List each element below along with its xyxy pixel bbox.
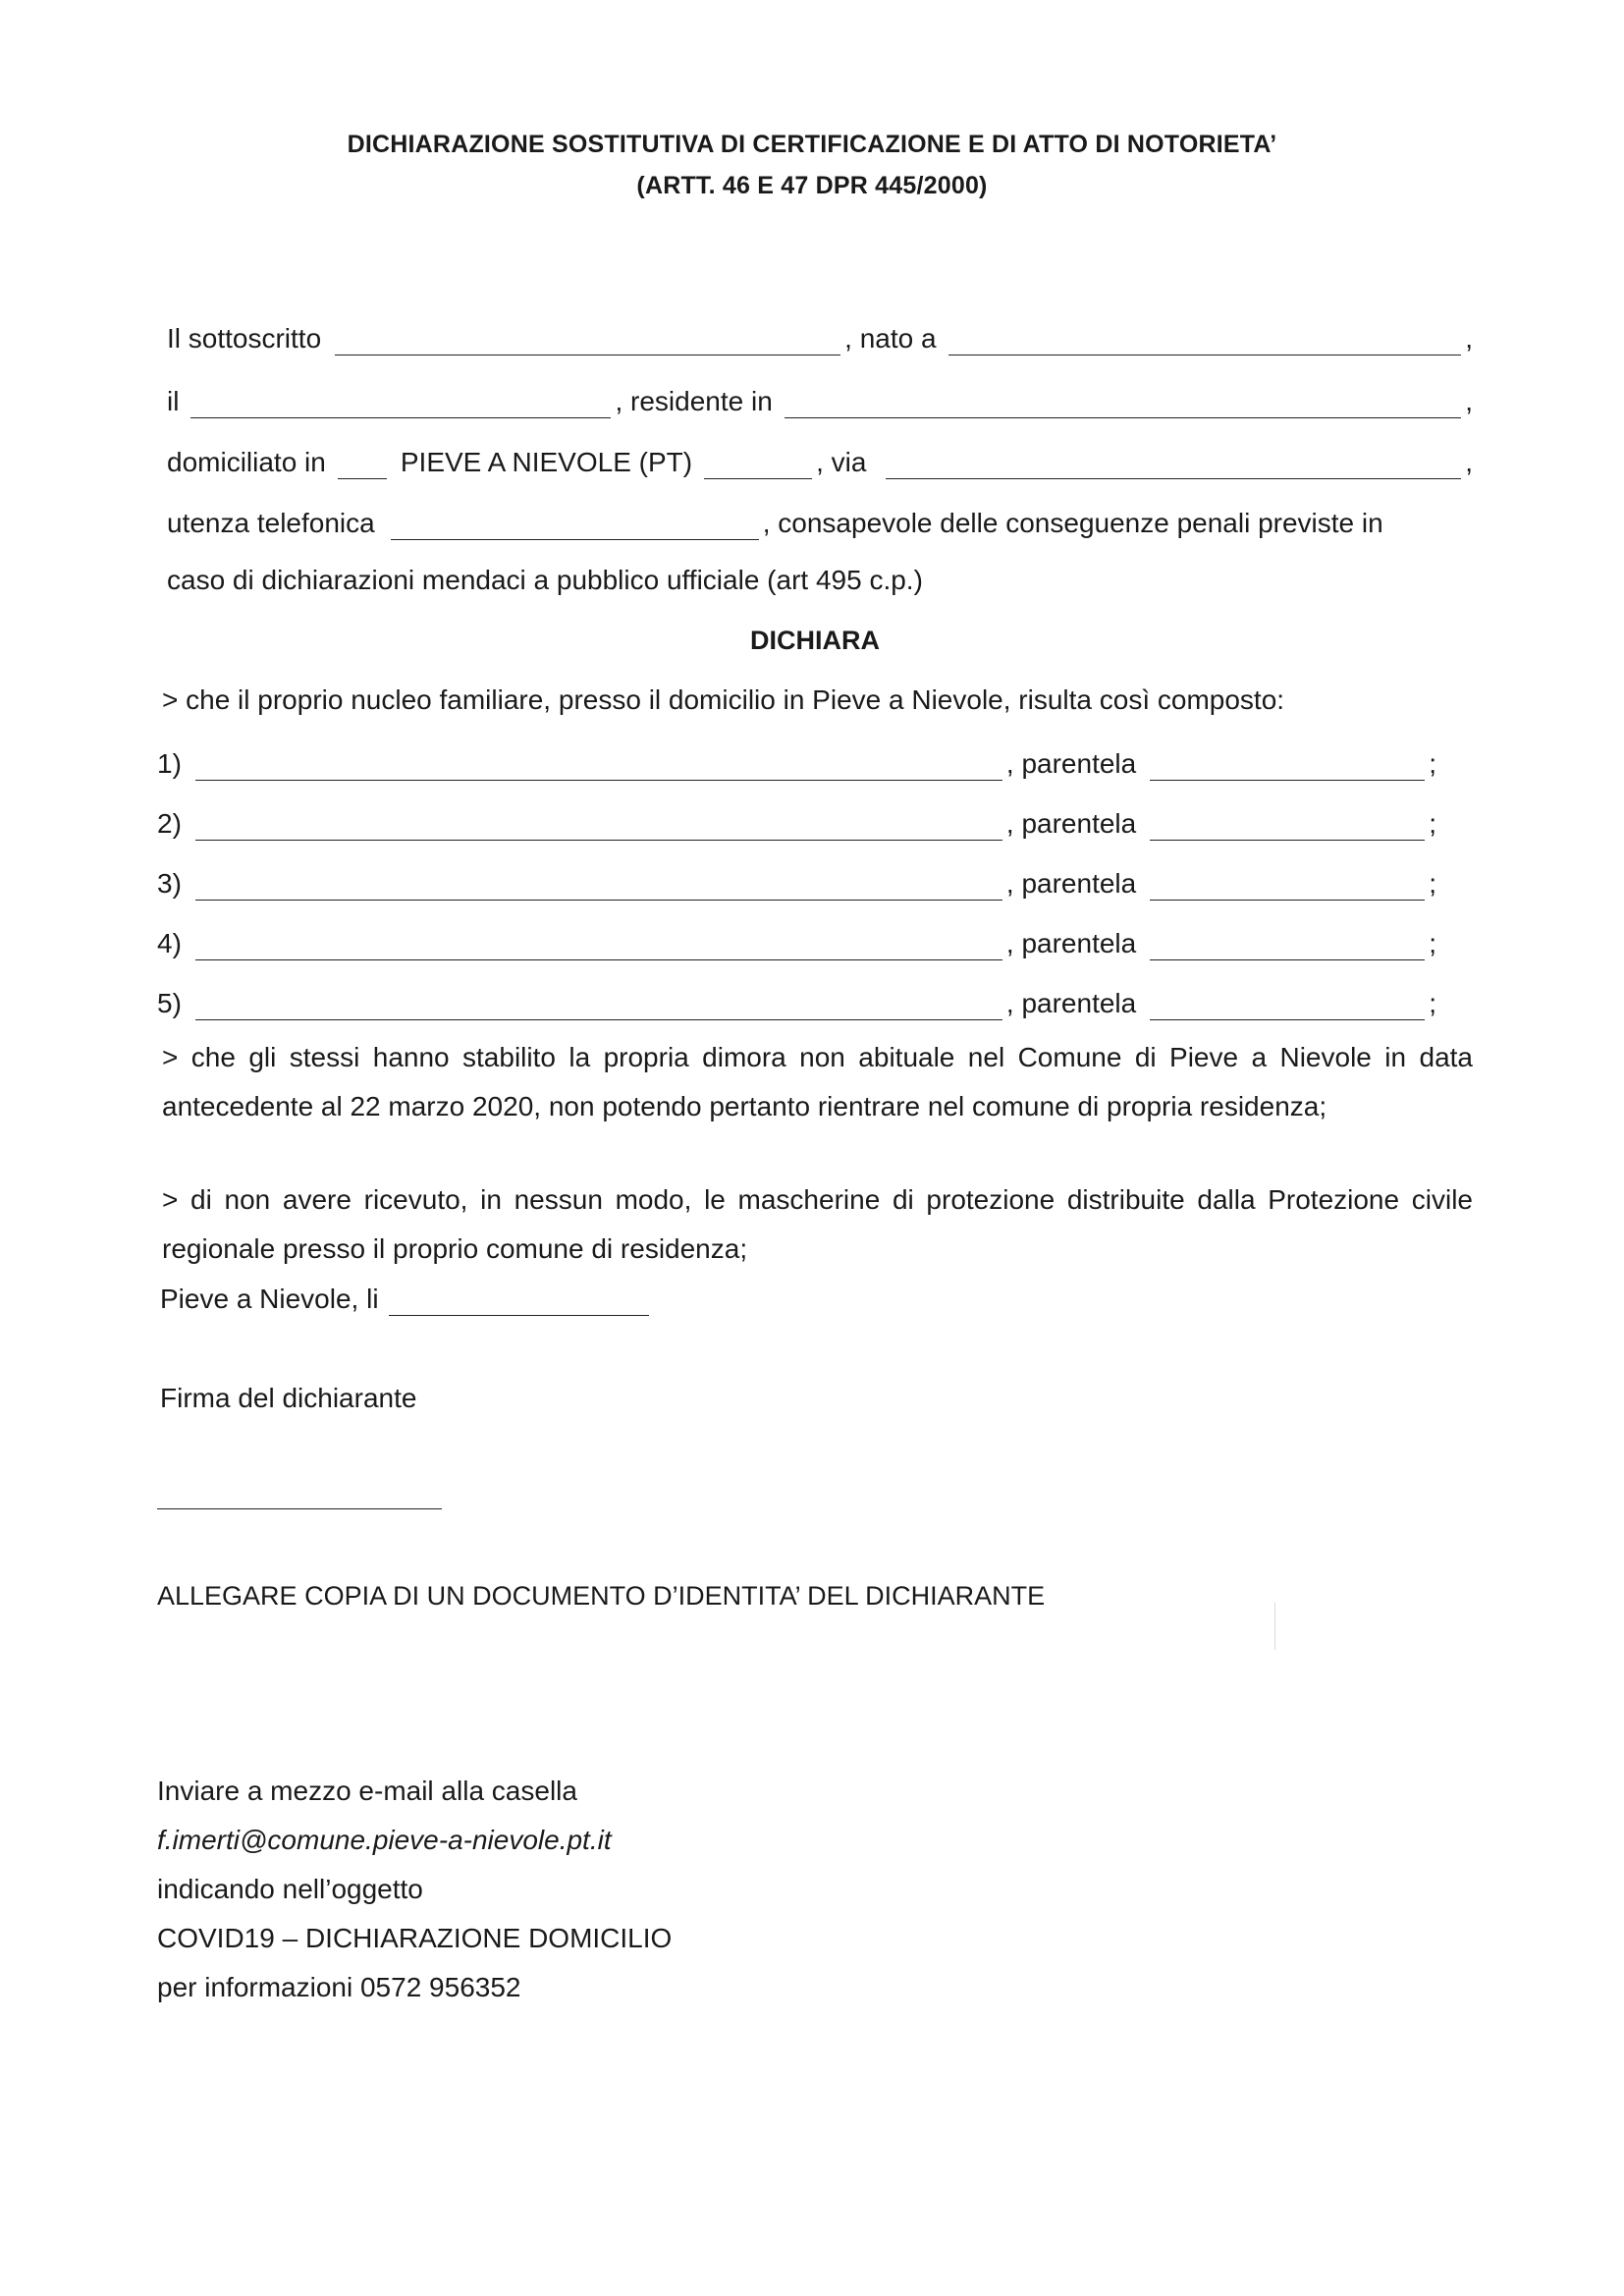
info-phone: per informazioni 0572 956352: [157, 1972, 521, 2002]
consapevole-text: , consapevole delle conseguenze penali previste in: [762, 508, 1383, 538]
domiciliato-label: domiciliato in: [167, 447, 326, 477]
line-domicilio: [167, 440, 1473, 479]
email-address: f.imerti@comune.pieve-a-nievole.pt.it: [157, 1825, 612, 1855]
line-sottoscritto: [167, 316, 1473, 355]
parentela-label: , parentela: [1005, 928, 1137, 958]
line-residente: [167, 379, 1473, 418]
family-row-number: 5): [157, 988, 182, 1018]
utenza-field[interactable]: [391, 512, 759, 540]
parentela-label: , parentela: [1005, 748, 1137, 779]
domiciliato-field-pre: [338, 451, 387, 479]
date-field[interactable]: [389, 1287, 649, 1316]
family-row-number: 1): [157, 748, 182, 779]
subject-instruction: indicando nell’oggetto: [157, 1874, 423, 1904]
attach-notice: ALLEGARE COPIA DI UN DOCUMENTO D’IDENTITA’ DEL DICHIARANTE: [157, 1581, 1046, 1611]
il-label: il: [167, 386, 180, 416]
dichiara-heading: DICHIARA: [750, 626, 880, 655]
nato-label: , nato a: [844, 323, 937, 354]
utenza-label: utenza telefonica: [167, 508, 375, 538]
family-name-field-5[interactable]: [195, 992, 1002, 1020]
residente-label: , residente in: [615, 386, 773, 416]
row-end: ;: [1429, 748, 1437, 779]
line-utenza: [167, 501, 1473, 540]
sottoscritto-label: Il sottoscritto: [167, 323, 322, 354]
place-date-label: Pieve a Nievole, li: [160, 1284, 379, 1314]
family-row-5: [157, 981, 1463, 1020]
row-end: ;: [1429, 808, 1437, 839]
family-row-number: 2): [157, 808, 182, 839]
comma-2: ,: [1465, 386, 1473, 416]
row-end: ;: [1429, 868, 1437, 899]
family-row-1: [157, 741, 1463, 781]
family-row-3: [157, 861, 1463, 901]
family-name-field-2[interactable]: [195, 812, 1002, 841]
nucleo-intro: > che il proprio nucleo familiare, presso il domicilio in Pieve a Nievole, risulta così composto:: [162, 684, 1285, 715]
family-row-2: [157, 801, 1463, 841]
parentela-label: , parentela: [1005, 988, 1137, 1018]
domiciliato-value: PIEVE A NIEVOLE (PT): [400, 447, 693, 477]
parentela-field-4[interactable]: [1150, 932, 1425, 960]
document-subtitle: (ARTT. 46 E 47 DPR 445/2000): [636, 172, 988, 199]
family-name-field-1[interactable]: [195, 752, 1002, 781]
document-title: DICHIARAZIONE SOSTITUTIVA DI CERTIFICAZIONE E DI ATTO DI NOTORIETA’: [347, 131, 1277, 158]
family-row-number: 3): [157, 868, 182, 899]
data-nascita-field[interactable]: [190, 390, 611, 418]
signature-label: Firma del dichiarante: [160, 1383, 417, 1413]
family-row-4: [157, 921, 1463, 960]
via-label: , via: [816, 447, 867, 477]
place-date-line: [160, 1277, 671, 1316]
via-field[interactable]: [886, 451, 1461, 479]
domiciliato-field-post: [704, 451, 812, 479]
comma-1: ,: [1465, 323, 1473, 354]
signature-field[interactable]: [157, 1508, 442, 1509]
send-instruction: Inviare a mezzo e-mail alla casella: [157, 1776, 577, 1806]
parentela-field-1[interactable]: [1150, 752, 1425, 781]
sottoscritto-field[interactable]: [335, 327, 840, 355]
parentela-field-2[interactable]: [1150, 812, 1425, 841]
scan-artifact: [1274, 1603, 1275, 1650]
row-end: ;: [1429, 988, 1437, 1018]
parentela-field-3[interactable]: [1150, 872, 1425, 901]
caso-text: caso di dichiarazioni mendaci a pubblico ufficiale (art 495 c.p.): [167, 565, 923, 595]
dimora-statement: > che gli stessi hanno stabilito la propria dimora non abituale nel Comune di Pieve a Nievole in data antecedente al 22 marzo 2020, non potendo pertanto rientrare nel comune di propria residenza;: [162, 1042, 1473, 1121]
mascherine-statement: > di non avere ricevuto, in nessun modo, le mascherine di protezione distribuite dalla Protezione civile regionale presso il proprio comune di residenza;: [162, 1184, 1473, 1264]
family-name-field-3[interactable]: [195, 872, 1002, 901]
parentela-label: , parentela: [1005, 808, 1137, 839]
family-name-field-4[interactable]: [195, 932, 1002, 960]
row-end: ;: [1429, 928, 1437, 958]
residente-field[interactable]: [785, 390, 1461, 418]
family-row-number: 4): [157, 928, 182, 958]
parentela-field-5[interactable]: [1150, 992, 1425, 1020]
comma-3: ,: [1465, 447, 1473, 477]
nato-field[interactable]: [948, 327, 1462, 355]
parentela-label: , parentela: [1005, 868, 1137, 899]
email-subject: COVID19 – DICHIARAZIONE DOMICILIO: [157, 1923, 673, 1953]
